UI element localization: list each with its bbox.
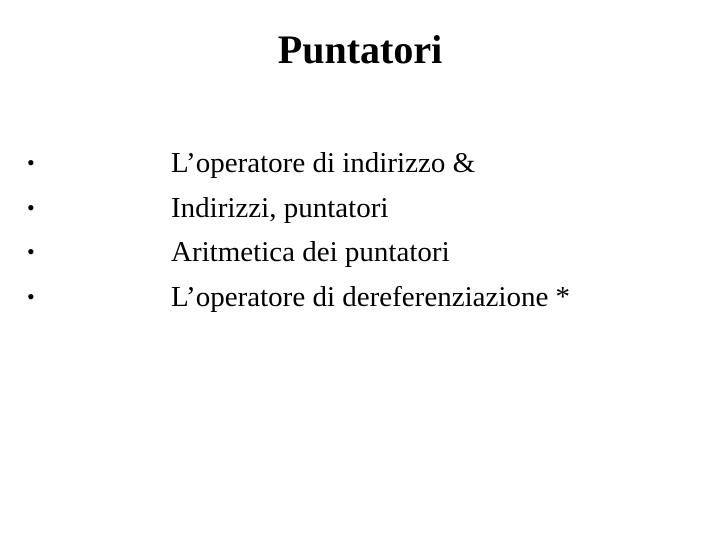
list-item	[0, 188, 720, 233]
list-item-text: L’operatore di dereferenziazione *	[171, 280, 571, 313]
list-item	[0, 277, 720, 322]
list-item-text: Aritmetica dei puntatori	[171, 236, 450, 268]
bullet-icon: •	[27, 283, 35, 309]
list-item-text: Indirizzi, puntatori	[171, 191, 389, 224]
bullet-icon: •	[27, 150, 35, 175]
bullet-icon: •	[27, 239, 35, 264]
list-item-text: L’operatore di indirizzo &	[171, 147, 476, 179]
slide-title: Puntatori	[277, 27, 443, 72]
bullet-list	[0, 143, 720, 321]
list-item	[0, 143, 720, 188]
bullet-icon: •	[27, 194, 35, 220]
list-item	[0, 232, 720, 277]
